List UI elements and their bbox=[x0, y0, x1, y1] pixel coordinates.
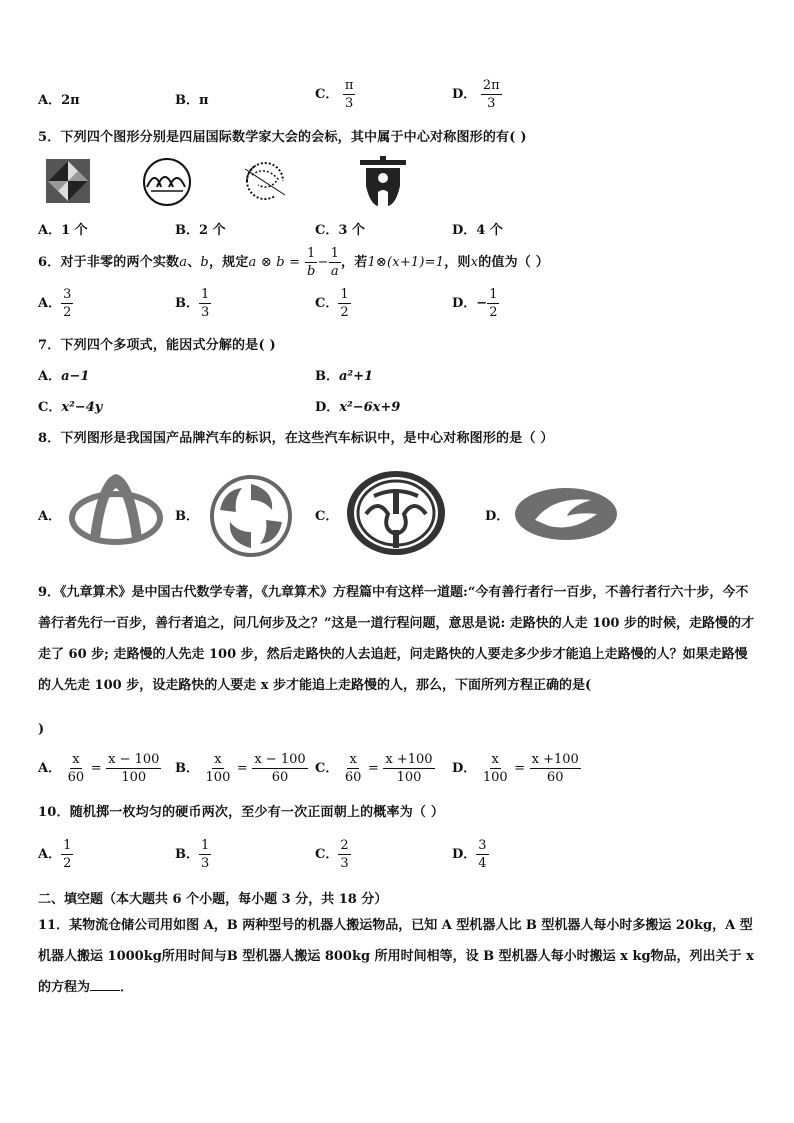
q10-option-b bbox=[175, 838, 211, 871]
option-value: a−1 bbox=[61, 369, 90, 384]
fraction bbox=[481, 752, 510, 785]
section-title: 二、填空题（本大题共 6 个小题，每小题 3 分，共 18 分） bbox=[38, 892, 388, 907]
q5-emblem-4 bbox=[358, 156, 408, 208]
fraction bbox=[199, 838, 211, 871]
q5-stem: 5．下列四个图形分别是四届国际数学家大会的会标，其中属于中心对称图形的有( ) bbox=[38, 130, 527, 145]
option-value: 2π bbox=[61, 93, 80, 108]
numerator: x bbox=[491, 752, 499, 767]
sign: − bbox=[476, 296, 488, 311]
option-label: A． bbox=[38, 847, 62, 862]
option-label: A． bbox=[38, 296, 62, 311]
q5-option-d bbox=[452, 219, 503, 238]
q8-option-d-label: D． bbox=[485, 509, 510, 524]
q5-emblem-3 bbox=[240, 155, 290, 207]
q8-logo-b bbox=[208, 474, 294, 558]
denominator: 3 bbox=[345, 96, 354, 111]
option-label: B． bbox=[175, 296, 199, 311]
option-label: A． bbox=[38, 93, 62, 108]
q8-option-c-label: C． bbox=[315, 509, 339, 524]
q7-option-c bbox=[38, 396, 102, 415]
q10-option-c bbox=[315, 838, 351, 871]
q6-option-a bbox=[38, 287, 73, 320]
numerator: 1 bbox=[63, 838, 72, 853]
denominator: 100 bbox=[121, 770, 147, 785]
stem-text: 的值为（ ） bbox=[478, 255, 549, 270]
q6-option-c bbox=[315, 287, 351, 320]
fraction bbox=[476, 838, 488, 871]
q8-stem: 8．下列图形是我国国产品牌汽车的标识，在这些汽车标识中，是中心对称图形的是（ ） bbox=[38, 431, 554, 446]
numerator: x bbox=[72, 752, 80, 767]
denominator: 60 bbox=[344, 770, 362, 785]
fraction bbox=[61, 838, 73, 871]
fraction bbox=[338, 287, 350, 320]
q6-stem bbox=[38, 246, 549, 279]
denominator: 100 bbox=[482, 770, 508, 785]
denominator: 2 bbox=[340, 305, 349, 320]
option-label: D． bbox=[452, 847, 477, 862]
denominator: 60 bbox=[67, 770, 85, 785]
numerator: 1 bbox=[330, 246, 340, 261]
option-label: D． bbox=[452, 223, 477, 238]
denominator: 60 bbox=[271, 770, 289, 785]
q5-option-a bbox=[38, 219, 88, 238]
q6-option-b bbox=[175, 287, 211, 320]
q9-stem-end: ) bbox=[38, 722, 45, 737]
q5-emblem-2 bbox=[141, 157, 193, 207]
q8-logo-c bbox=[344, 468, 448, 558]
q9-stem: 9．《九章算术》是中国古代数学专著，《九章算术》方程篇中有这样一道题:“今有善行者行一百步，不善行者行六十步，今不善行者先行一百步，善行者追之，问几何步及之？”这是一道行程问题，意思是说: 走路快的人走 100 步的时候，走路慢的才走了 60 步; 走路慢的人先走 100 步，然后走路快的人去追赶，问走路快的人要走多少步才能追上走路慢的人？如果走路慢的人先走 100 步，设走路快的人要走 x 步才能追上走路慢的人，那么，下面所列方程正确的是( bbox=[38, 585, 754, 693]
numerator: 3 bbox=[63, 287, 72, 302]
stem-text: ，若 bbox=[341, 255, 368, 270]
denominator: 2 bbox=[63, 305, 72, 320]
option-label: D． bbox=[452, 761, 477, 776]
fraction bbox=[66, 752, 87, 785]
fraction bbox=[252, 752, 307, 785]
option-value: 1 个 bbox=[61, 223, 88, 238]
option-label: B． bbox=[315, 369, 339, 384]
denominator: 100 bbox=[396, 770, 422, 785]
option-label: B． bbox=[175, 761, 199, 776]
q9-option-b bbox=[175, 752, 308, 785]
option-value: 3 个 bbox=[338, 223, 365, 238]
fraction bbox=[199, 287, 211, 320]
q10-option-d bbox=[452, 838, 489, 871]
q9-option-c bbox=[315, 752, 435, 785]
fraction bbox=[383, 752, 434, 785]
option-label: C． bbox=[315, 87, 339, 102]
q4-option-b bbox=[175, 89, 209, 108]
stem-text: ，则 bbox=[444, 255, 471, 270]
q8-option-b-label: B． bbox=[175, 509, 199, 524]
q4-option-a bbox=[38, 89, 80, 108]
option-label: B． bbox=[175, 93, 199, 108]
numerator: 1 bbox=[306, 246, 316, 261]
denominator: a bbox=[330, 264, 339, 279]
var-b: b bbox=[200, 255, 209, 270]
numerator: 2π bbox=[482, 78, 500, 93]
q5-option-b bbox=[175, 219, 226, 238]
numerator: x +100 bbox=[385, 752, 433, 767]
q7-stem: 7．下列四个多项式，能因式分解的是( ) bbox=[38, 338, 276, 353]
numerator: 2 bbox=[340, 838, 349, 853]
option-label: A． bbox=[38, 223, 62, 238]
q10-stem: 10．随机掷一枚均匀的硬币两次，至少有一次正面朝上的概率为（ ） bbox=[38, 805, 445, 820]
option-value: x²−6x+9 bbox=[339, 400, 401, 415]
numerator: x bbox=[349, 752, 357, 767]
option-label: B． bbox=[175, 223, 199, 238]
q9-option-d bbox=[452, 752, 581, 785]
minus-sign: − bbox=[317, 255, 329, 270]
q8-logo-d bbox=[513, 486, 619, 542]
separator: 、 bbox=[187, 255, 201, 270]
fraction bbox=[343, 78, 356, 111]
q4-option-c bbox=[315, 78, 355, 111]
numerator: 3 bbox=[478, 838, 487, 853]
option-label: C． bbox=[38, 400, 62, 415]
denominator: 4 bbox=[478, 856, 487, 871]
equals-sign: = bbox=[514, 761, 526, 776]
fraction bbox=[481, 78, 502, 111]
numerator: x +100 bbox=[531, 752, 579, 767]
fraction bbox=[61, 287, 73, 320]
q11-stem bbox=[38, 910, 760, 1003]
option-label: D． bbox=[315, 400, 340, 415]
equals-sign: = bbox=[236, 761, 248, 776]
numerator: x − 100 bbox=[254, 752, 306, 767]
numerator: 1 bbox=[201, 838, 210, 853]
stem-text: 11．某物流仓储公司用如图 A，B 两种型号的机器人搬运物品，已知 A 型机器人比 B 型机器人每小时多搬运 20kg，A 型机器人搬运 1000kg所用时间与B 型机器人搬运 800kg 所用时间相等，设 B 型机器人每小时搬运 x kg物品，列出关于 x 的方程为 bbox=[38, 918, 754, 995]
denominator: 3 bbox=[201, 305, 210, 320]
var-x: x bbox=[470, 255, 479, 270]
q10-option-a bbox=[38, 838, 73, 871]
denominator: 3 bbox=[201, 856, 210, 871]
option-label: B． bbox=[175, 847, 199, 862]
option-value: x²−4y bbox=[61, 400, 103, 415]
answer-blank[interactable] bbox=[90, 978, 120, 991]
option-value: a²+1 bbox=[339, 369, 374, 384]
condition: 1⊗(x+1)=1 bbox=[367, 255, 445, 270]
numerator: 1 bbox=[489, 287, 498, 302]
q7-option-a bbox=[38, 365, 89, 384]
option-value: 2 个 bbox=[199, 223, 226, 238]
numerator: 1 bbox=[201, 287, 210, 302]
q7-option-b bbox=[315, 365, 373, 384]
numerator: x − 100 bbox=[108, 752, 160, 767]
stem-text: 6．对于非零的两个实数 bbox=[38, 255, 180, 270]
denominator: 3 bbox=[340, 856, 349, 871]
fraction bbox=[487, 287, 499, 320]
option-label: D． bbox=[452, 87, 477, 102]
denominator: 2 bbox=[63, 856, 72, 871]
denominator: 60 bbox=[546, 770, 564, 785]
q9-option-a bbox=[38, 752, 161, 785]
denominator: 100 bbox=[205, 770, 231, 785]
fraction bbox=[106, 752, 161, 785]
q8-option-a-label: A． bbox=[38, 509, 62, 524]
denominator: 3 bbox=[487, 96, 496, 111]
q8-logo-a bbox=[68, 470, 164, 546]
option-label: D． bbox=[452, 296, 477, 311]
fraction bbox=[343, 752, 364, 785]
numerator: 1 bbox=[340, 287, 349, 302]
denominator: b bbox=[306, 264, 316, 279]
q7-option-d bbox=[315, 396, 400, 415]
q6-option-d bbox=[452, 287, 499, 320]
fraction bbox=[338, 838, 350, 871]
q4-option-d bbox=[452, 78, 502, 111]
fraction bbox=[530, 752, 581, 785]
stem-text: ，规定 bbox=[208, 255, 249, 270]
equals-sign: = bbox=[367, 761, 379, 776]
q5-option-c bbox=[315, 219, 365, 238]
option-label: C． bbox=[315, 223, 339, 238]
option-value: 4 个 bbox=[476, 223, 503, 238]
definition-lhs: a ⊗ b = bbox=[248, 255, 301, 270]
option-label: C． bbox=[315, 761, 339, 776]
option-label: C． bbox=[315, 296, 339, 311]
var-a: a bbox=[179, 255, 188, 270]
option-label: A． bbox=[38, 369, 62, 384]
fraction bbox=[204, 752, 233, 785]
numerator: x bbox=[214, 752, 222, 767]
option-label: A． bbox=[38, 761, 62, 776]
option-value: π bbox=[199, 93, 209, 108]
stem-end: ． bbox=[120, 980, 134, 995]
option-label: C． bbox=[315, 847, 339, 862]
equals-sign: = bbox=[90, 761, 102, 776]
q5-emblem-1 bbox=[44, 157, 92, 205]
fraction bbox=[329, 246, 341, 279]
numerator: π bbox=[344, 78, 354, 93]
fraction bbox=[305, 246, 318, 279]
denominator: 2 bbox=[489, 305, 498, 320]
